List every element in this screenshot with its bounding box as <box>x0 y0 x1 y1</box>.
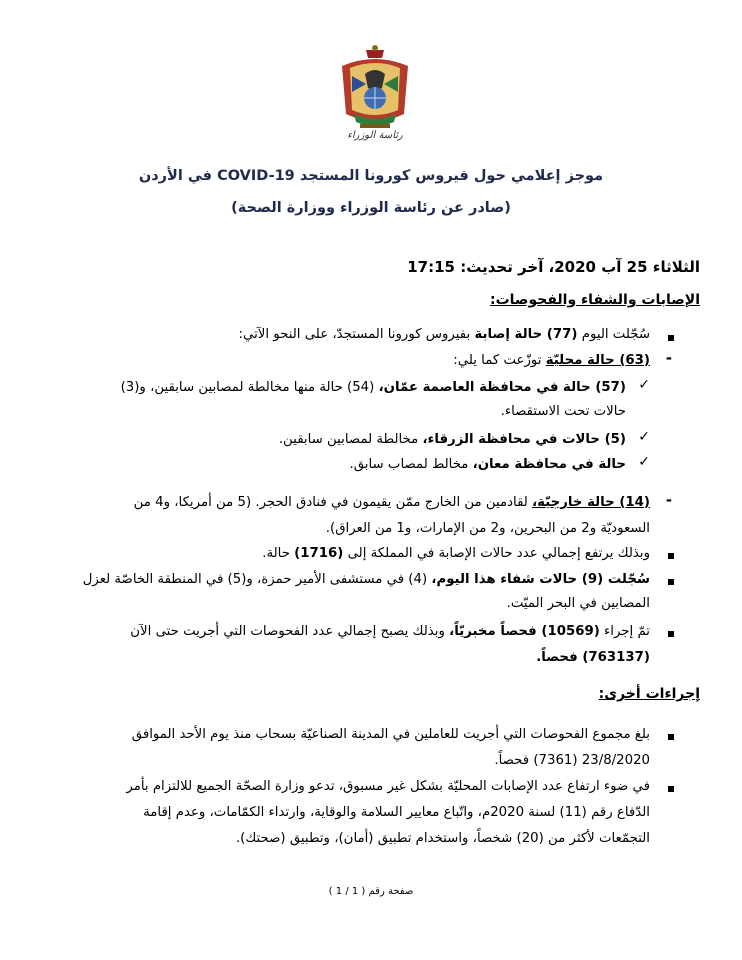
square-bullet-icon <box>668 335 674 341</box>
local-cases-line <box>453 350 650 372</box>
external-cases-line <box>134 492 650 514</box>
recovery-text: (4) في مستشفى الأمير حمزة، و(5) في المنطقة الخاصّة لعزل <box>82 572 428 587</box>
square-bullet-icon <box>668 786 674 792</box>
recovery-bold: سُجّلت (9) حالات شفاء هذا اليوم، <box>431 572 650 587</box>
check-zarqa-text: مخالطة لمصابين سابقين. <box>278 432 419 447</box>
checkmark-icon: ✓ <box>638 429 650 445</box>
check-line-maan <box>349 454 626 476</box>
measure1-line1: بلغ مجموع الفحوصات التي أجريت للعاملين في المدينة الصناعيّة بسحاب منذ يوم الأحد الموافق <box>131 727 650 742</box>
square-bullet-icon <box>668 734 674 740</box>
emblem-caption: رئاسة الوزراء <box>347 130 403 141</box>
section-title-cases: الإصابات والشفاء والفحوصات: <box>490 292 700 308</box>
square-bullet-icon <box>668 631 674 637</box>
intro-suffix: بفيروس كورونا المستجدّ، على النحو الآتي: <box>238 327 471 342</box>
checkmark-icon: ✓ <box>638 454 650 470</box>
coat-of-arms-emblem <box>330 44 420 142</box>
measure1-line2: 23/8/2020 (7361) فحصاً. <box>494 753 650 768</box>
total-cases-line <box>262 543 650 565</box>
total-prefix: وبذلك يرتفع إجمالي عدد حالات الإصابة في المملكة إلى <box>347 546 650 561</box>
date-update-line: الثلاثاء 25 آب 2020، آخر تحديث: 17:15 <box>407 258 700 276</box>
external-cases-bold: (14) حالة خارجيّة، <box>532 495 650 510</box>
check-zarqa-bold: (5) حالات في محافظة الزرقاء، <box>422 432 626 447</box>
dash-bullet-icon: - <box>665 491 672 509</box>
tests-line <box>130 621 650 643</box>
check-amman-bold: (57) حالة في محافظة العاصمة عمّان، <box>378 380 626 395</box>
local-cases-suffix: توزّعت كما يلي: <box>453 353 542 368</box>
external-cases-text: لقادمين من الخارج ممّن يقيمون في فنادق الحجر. (5 من أمريكا، و4 من <box>133 495 528 510</box>
check-maan-bold: حالة في محافظة معان، <box>472 457 626 472</box>
intro-bold: (77) حالة إصابة <box>474 327 578 342</box>
intro-line <box>239 324 650 346</box>
square-bullet-icon <box>668 579 674 585</box>
page-title: موجز إعلامي حول فيروس كورونا المستجد COVID-19 في الأردن <box>138 168 604 184</box>
recovery-line <box>83 569 650 591</box>
check-maan-text: مخالط لمصاب سابق. <box>349 457 469 472</box>
tests-bold: (10569) فحصاً مخبريّاً، <box>449 624 600 639</box>
check-line-zarqa <box>279 429 626 451</box>
intro-prefix: سُجّلت اليوم <box>581 327 650 342</box>
check-amman-line2: حالات تحت الاستقصاء. <box>500 404 626 419</box>
page-subtitle: (صادر عن رئاسة الوزراء ووزارة الصحة) <box>231 200 511 216</box>
recovery-line2: المصابين في البحر الميّت. <box>506 596 650 611</box>
square-bullet-icon <box>668 553 674 559</box>
measure2-line1: في ضوء ارتفاع عدد الإصابات المحليّة بشكل غير مسبوق، تدعو وزارة الصحّة الجميع للالتزام بأمر <box>126 779 650 794</box>
tests-prefix: تمّ إجراء <box>604 624 650 639</box>
check-amman-text: (54) حالة منها مخالطة لمصابين سابقين، و(3) <box>120 380 375 395</box>
dash-bullet-icon: - <box>665 349 672 367</box>
external-cases-line2: السعوديّة و2 من البحرين، و2 من الإمارات، و1 من العراق). <box>325 521 650 536</box>
page-number-footer: صفحة رقم ( 1 / 1 ) <box>328 886 414 897</box>
checkmark-icon: ✓ <box>638 377 650 393</box>
measure2-line3: التجمّعات لأكثر من (20) شخصاً، واستخدام تطبيق (أمان)، وتطبيق (صحتك). <box>235 831 650 846</box>
total-bold: (1716) <box>294 546 344 561</box>
section-title-other-measures: إجراءات أخرى: <box>598 686 700 702</box>
total-suffix: حالة. <box>262 546 290 561</box>
tests-text: وبذلك يصبح إجمالي عدد الفحوصات التي أجريت حتى الآن <box>130 624 445 639</box>
check-line-amman <box>121 377 626 399</box>
tests-line2: (763137) فحصاً. <box>536 650 650 665</box>
local-cases-bold: (63) حالة محليّة <box>545 353 650 368</box>
measure2-line2: الدّفاع رقم (11) لسنة 2020م، واتّباع معايير السلامة والوقاية، وارتداء الكمّامات، وعدم إقامة <box>143 805 650 820</box>
